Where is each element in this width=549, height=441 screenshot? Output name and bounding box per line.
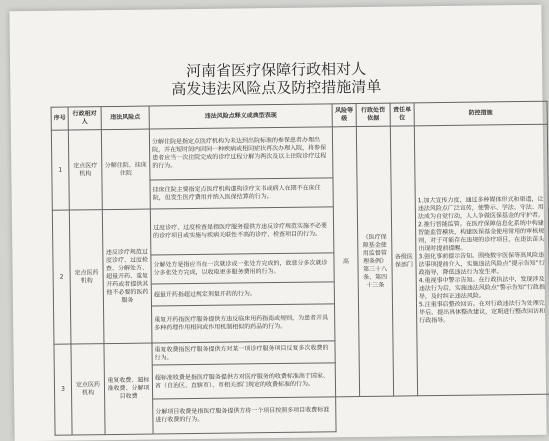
row-definition: 过度诊疗、过度检查是指医疗服务提供方违反诊疗规范实施不必要的诊疗项目或实施与疾病关联性不高的诊疗、检查项目的行为。 xyxy=(150,207,334,255)
row-definition: 超量开药指超过规定剂量开药的行为。 xyxy=(151,282,334,306)
row-definition: 挂床住院主要指定点医疗机构虚构诊疗文书或病人在期不在床住院，但发生医疗费用并纳入医保结算的行为。 xyxy=(150,178,333,209)
header-measures: 防控措施 xyxy=(414,101,547,126)
header-level: 风险等级 xyxy=(332,104,356,127)
table-row xyxy=(51,124,548,181)
measure-item: 1.加大宣传力度，通过多种媒体形式和渠道，让违法风险点广泛宣传，使警示、学法、守法、用法成为自觉行动，人人争做医保基金的守护者。 xyxy=(417,195,544,220)
row-seq: 2 xyxy=(52,210,71,344)
row-definition: 重复收费指医疗服务提供方对某一项诊疗服务项目反复多次收费的行为。 xyxy=(152,341,335,365)
header-definition: 违法风险点释义或典型表现 xyxy=(149,104,332,129)
row-subject: 定点医药机构 xyxy=(69,210,104,344)
row-definition: 超标准收费是指医疗服务提供方对医疗服务的收费标准高于国家、省（自治区、直辖市）、市相关部门规定的收费标准的行为。 xyxy=(152,363,335,399)
row-definition: 重复开药指医疗服务提供方违反临床用药指南或规则，为患者开具多种药理作用相同或作用机制相似的药品的行为。 xyxy=(152,304,335,343)
unit-cell: 各级医保部门 xyxy=(390,126,417,396)
row-seq: 1 xyxy=(51,130,69,210)
document-title-line2: 高发违法风险点及防控措施清单 xyxy=(171,77,382,99)
row-definition: 分解住院是指定点医疗机构为未达到出院标准的参保患者办理出院，并在短时间内因同一种疾病或相同症状再次办理入院，将参保患者应当一次住院完成的诊疗过程分解为两次及以上住院诊疗过程的行为。 xyxy=(149,127,333,180)
header-basis: 行政处罚依据 xyxy=(356,103,390,126)
row-subject: 定点医疗机构 xyxy=(68,130,102,210)
measure-item: 5.注重事后整改回访。在对行政违法行为处理完毕后，提出具体整改建议，定期进行整改回访和行政指导。 xyxy=(418,299,546,324)
header-unit: 责任单位 xyxy=(390,103,414,126)
header-subject: 行政相对人 xyxy=(68,107,101,130)
header-risk: 违法风险点 xyxy=(101,106,149,130)
row-risk: 分解住院、挂床住院 xyxy=(101,129,150,210)
header-seq: 序号 xyxy=(51,107,68,130)
risk-table xyxy=(51,101,549,436)
measure-item: 3.强化事前提示告知。围绕数字医保等高风险违法事项提前介入，实施违法风险点“提示告知”行政指导，降低违法行为发生率。 xyxy=(418,251,545,276)
measure-item: 2.推行智能监管。在医疗保障信息化系统中构建智能监管模块，构建医保基金使用常用的审核规则，对于可能存在违规的诊疗项目，在违法苗头出现时提前提醒。 xyxy=(417,219,545,252)
row-subject: 定点医药机构 xyxy=(71,344,105,435)
row-seq: 3 xyxy=(54,344,72,435)
basis-cell: 《医疗保障基金使用监督管理条例》第三十八条、第四十三条 xyxy=(356,126,393,396)
risk-level-cell: 高 xyxy=(332,127,359,397)
row-risk: 违反诊疗规范过度诊疗、过度检查、分解处方、超量开药、重复开药或者提供其他不必要的医药服务 xyxy=(102,209,152,344)
row-risk: 重复收费、超标准收费、分解项目收费 xyxy=(104,343,153,435)
document-sheet xyxy=(9,5,546,441)
row-definition: 分解处方是指应当在一次就诊或一张处方完成的，故意分多次就诊分多张处方完成，以收取更多服务费用的行为。 xyxy=(151,253,334,284)
document-title-line1: 河南省医疗保障行政相对人 xyxy=(186,59,367,81)
row-definition: 分解项目收费是指医疗服务提供方将一个项目按照多项目收费标准进行收费的行为。 xyxy=(153,397,336,434)
measure-item: 4.重视事中警示告知。在行政执法中，发现涉及违法行为后，实施违法风险点“警示告知”行政指导，及时纠正违法风险。 xyxy=(418,275,546,300)
measures-cell xyxy=(414,124,549,396)
